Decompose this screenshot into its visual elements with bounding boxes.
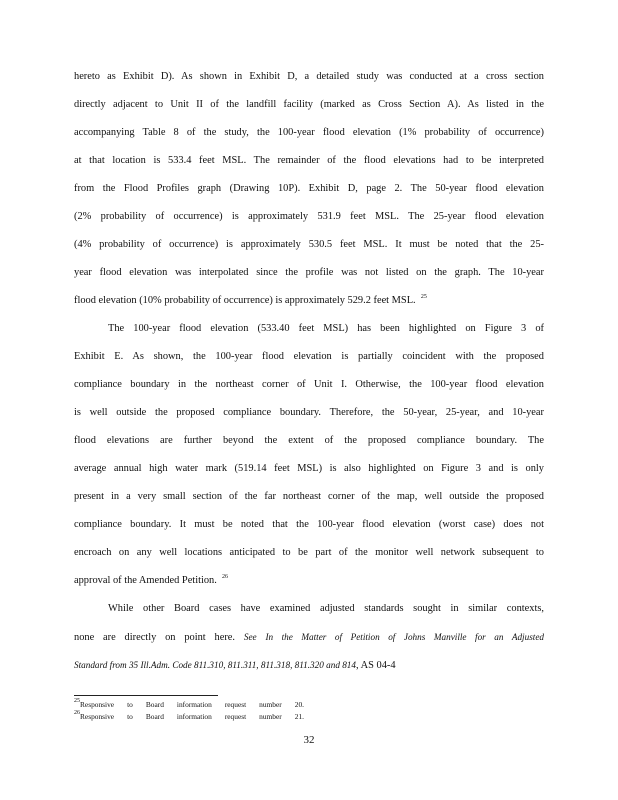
footnote-ref-25: 25 [420,294,427,300]
footnote-ref-26: 26 [222,574,229,580]
body-line-5: from the Flood Profiles graph (Drawing 10P). Exhibit D, page 2. The 50-year flood elevation [74,183,544,194]
footnote-divider [74,695,218,696]
body-line-12: compliance boundary in the northeast corner of Unit I. Otherwise, the 100-year flood elevation [74,379,544,390]
body-line-18: encroach on any well locations anticipated to be part of the monitor well network subsequent to [74,547,544,558]
body-line-11: Exhibit E. As shown, the 100-year flood elevation is partially coincident with the proposed [74,351,544,362]
body-line-10: The 100-year flood elevation (533.40 feet MSL) has been highlighted on Figure 3 of [108,323,544,334]
citation-tail: , AS 04-4 [356,660,396,671]
body-line-21 [74,630,544,645]
citation-title-a: In the Matter of Petition of Johns Manville for an Adjusted [265,632,544,642]
footnote-text: Responsive to Board information request number 21. [80,712,304,721]
body-line-13: is well outside the proposed compliance boundary. Therefore, the 50-year, 25-year, and 10-year [74,407,544,418]
body-line-2: directly adjacent to Unit II of the landfill facility (marked as Cross Section A). As listed in the [74,99,544,110]
body-line-3: accompanying Table 8 of the study, the 100-year flood elevation (1% probability of occurrence) [74,127,544,138]
body-line-16: present in a very small section of the far northeast corner of the map, well outside the proposed [74,491,544,502]
body-line-8: year flood elevation was interpolated since the profile was not listed on the graph. The 10-year [74,267,544,278]
footnote-number: 25 [74,698,80,704]
body-line-20: While other Board cases have examined adjusted standards sought in similar contexts, [108,603,544,614]
body-line-text: flood elevation (10% probability of occurrence) is approximately 529.2 feet MSL. [74,295,416,306]
body-line-6: (2% probability of occurrence) is approximately 531.9 feet MSL. The 25-year flood elevation [74,211,544,222]
body-line-1: hereto as Exhibit D). As shown in Exhibit D, a detailed study was conducted at a cross section [74,71,544,82]
body-line-7: (4% probability of occurrence) is approximately 530.5 feet MSL. It must be noted that the 25- [74,239,544,250]
body-line-14: flood elevations are further beyond the extent of the proposed compliance boundary. The [74,435,544,446]
page-number: 32 [303,734,315,746]
body-line-text: approval of the Amended Petition. [74,575,217,586]
body-line-4: at that location is 533.4 feet MSL. The remainder of the flood elevations had to be interpreted [74,155,544,166]
body-line-22 [74,658,544,673]
body-line-9 [74,294,544,308]
citation-see: See [243,632,257,642]
footnote-text: Responsive to Board information request number 20. [80,700,304,709]
footnote-number: 26 [74,710,80,716]
body-line-17: compliance boundary. It must be noted that the 100-year flood elevation (worst case) does not [74,519,544,530]
footnote-26 [74,712,304,722]
footnote-25 [74,700,304,710]
body-line-19 [74,574,544,588]
body-line-text: none are directly on point here. [74,632,235,643]
citation-title-b: Standard from 35 Ill.Adm. Code 811.310, 811.311, 811.318, 811.320 and 814 [74,660,356,670]
body-line-15: average annual high water mark (519.14 feet MSL) is also highlighted on Figure 3 and is only [74,463,544,474]
